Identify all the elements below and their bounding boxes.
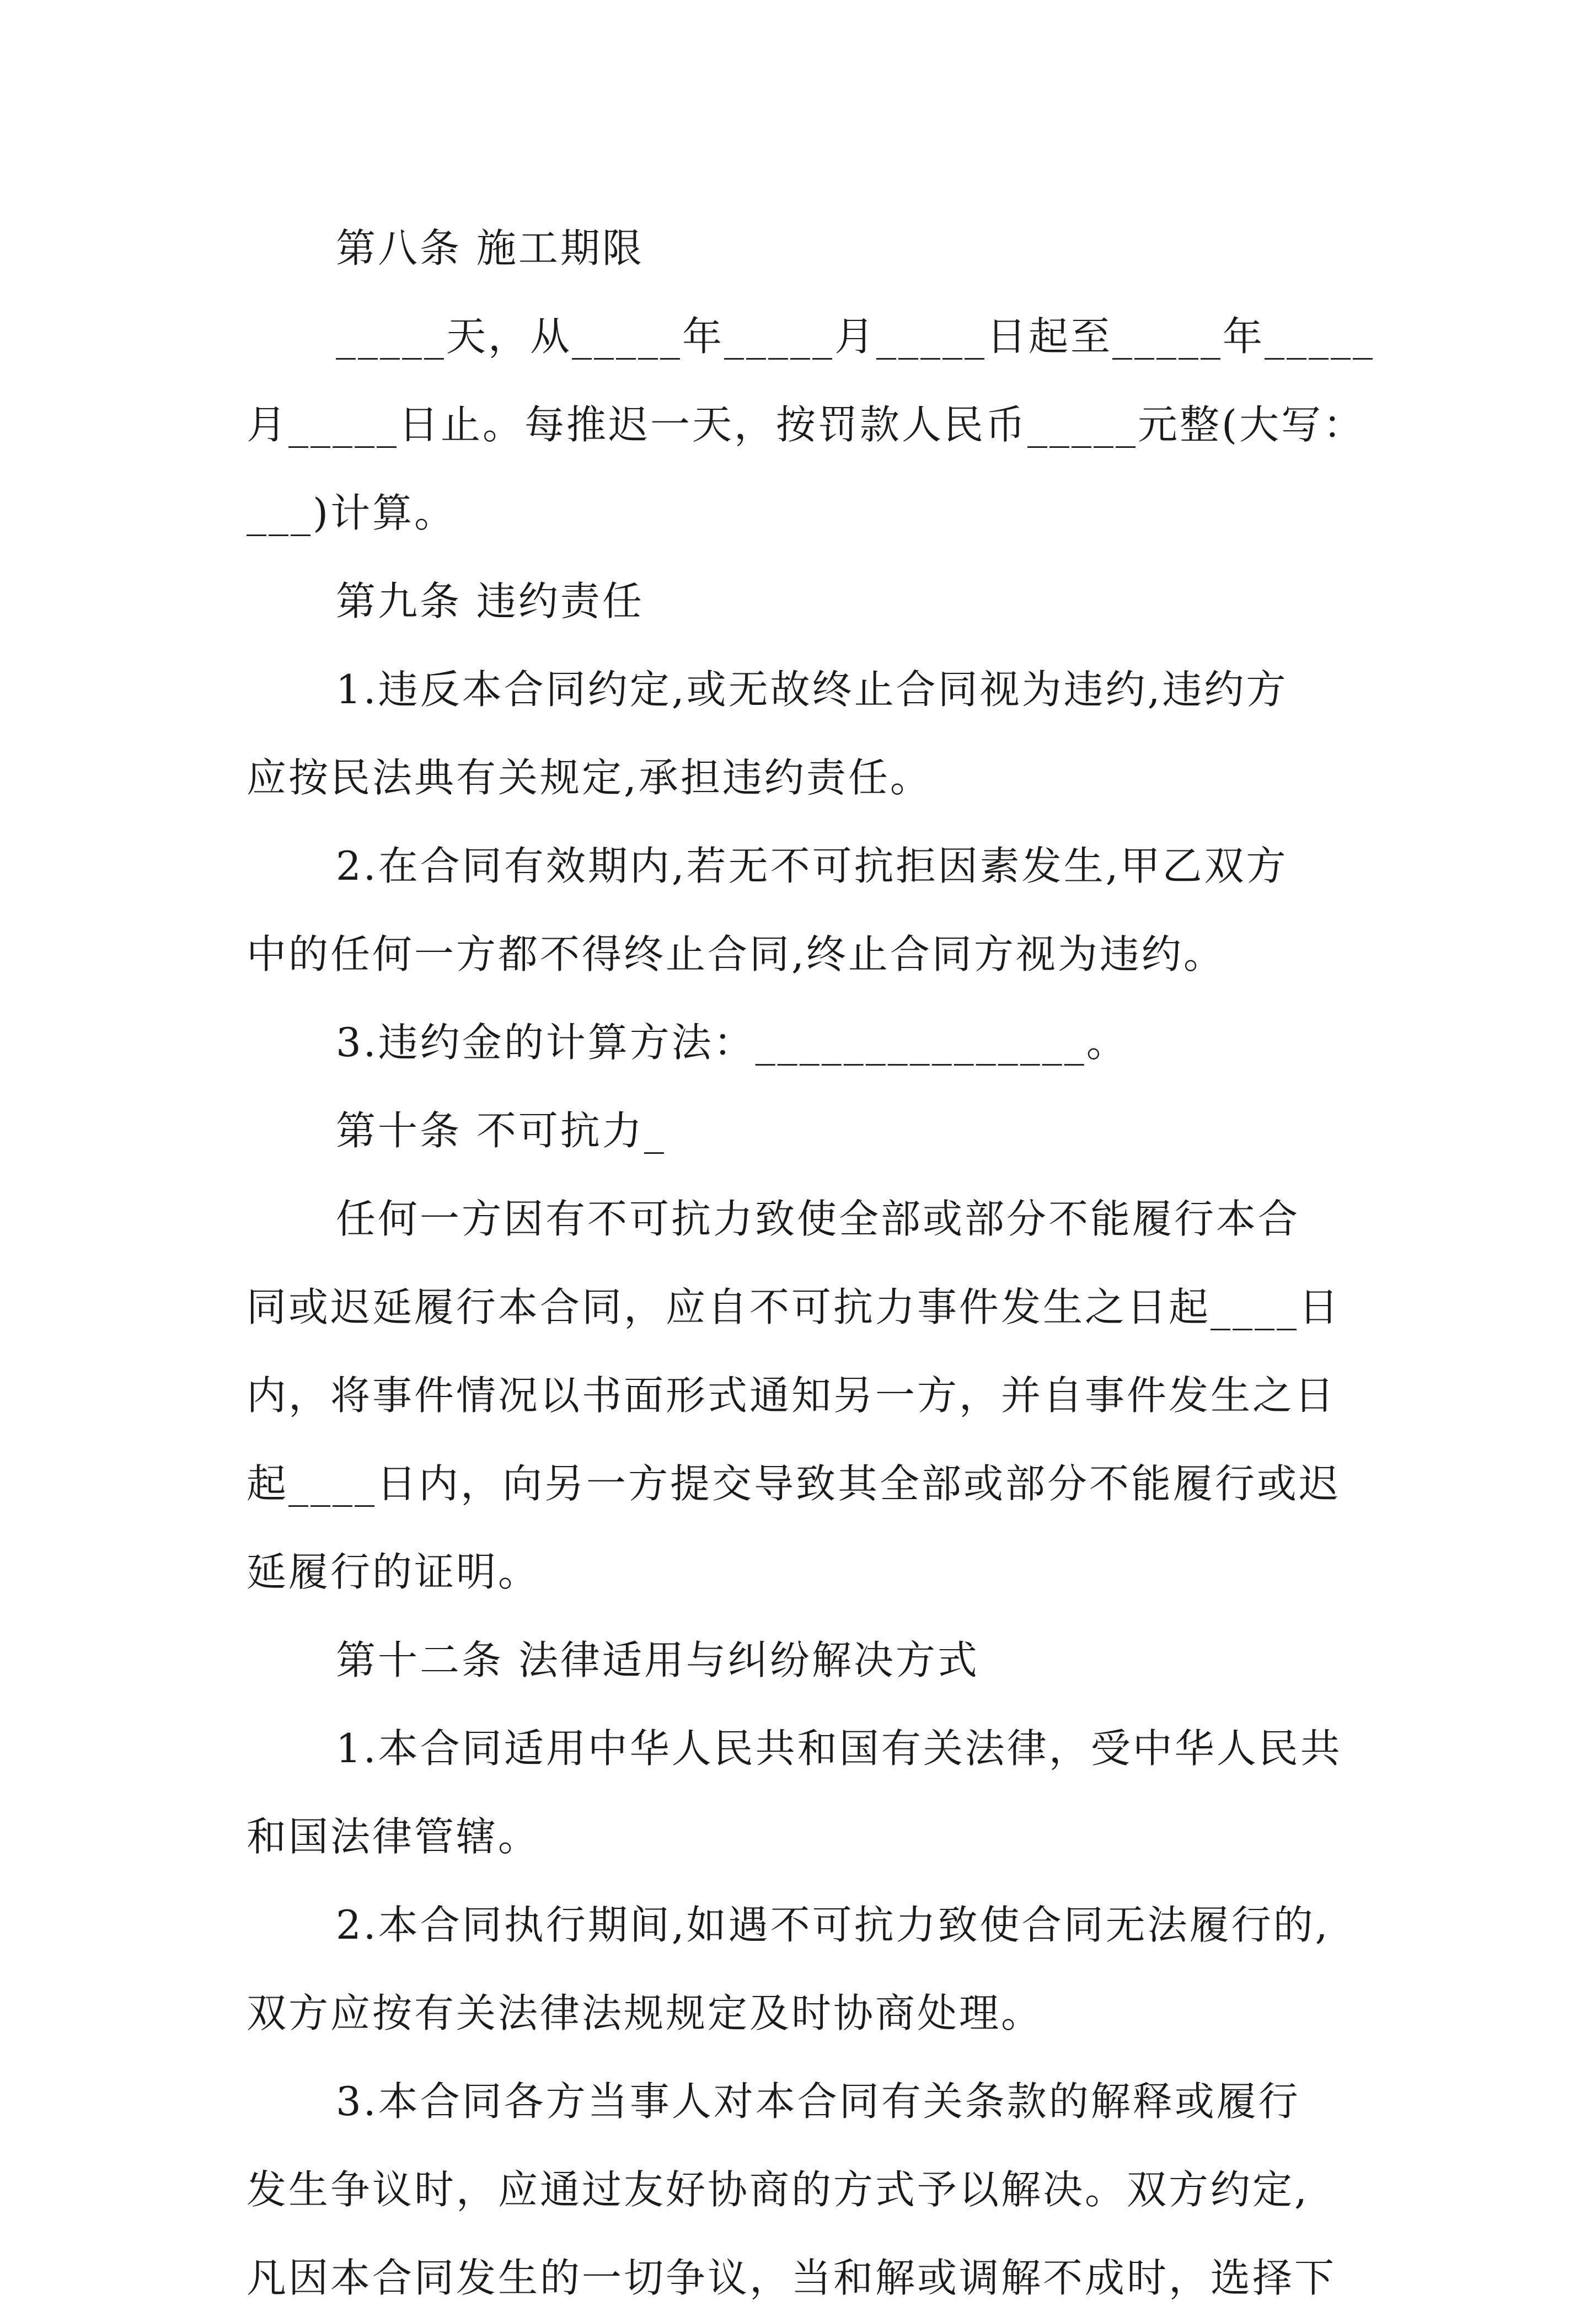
article-12-item-3-line-2: 发生争议时，应通过友好协商的方式予以解决。双方约定, xyxy=(247,2166,1309,2213)
article-12-item-1-line-2: 和国法律管辖。 xyxy=(247,1813,540,1860)
article-9-item-2-line-1: 2.在合同有效期内,若无不可抗拒因素发生,甲乙双方 xyxy=(336,843,1288,889)
article-9-heading: 第九条 违约责任 xyxy=(336,578,644,624)
article-12-item-3-line-3: 凡因本合同发生的一切争议，当和解或调解不成时，选择下 xyxy=(247,2255,1337,2301)
article-8-text-line-1: _____天，从_____年_____月_____日起至_____年_____ xyxy=(336,313,1375,360)
article-8-text-line-3: ___)计算。 xyxy=(247,490,457,536)
article-9-item-1-line-1: 1.违反本合同约定,或无故终止合同视为违约,违约方 xyxy=(336,666,1288,713)
article-9-item-3: 3.违约金的计算方法：_______________。 xyxy=(336,1019,1128,1066)
article-12-item-3-line-1: 3.本合同各方当事人对本合同有关条款的解释或履行 xyxy=(336,2078,1300,2125)
article-10-text-line-1: 任何一方因有不可抗力致使全部或部分不能履行本合 xyxy=(336,1196,1300,1242)
article-8-heading: 第八条 施工期限 xyxy=(336,225,644,271)
article-12-item-2-line-2: 双方应按有关法律法规规定及时协商处理。 xyxy=(247,1990,1043,2036)
article-10-text-line-5: 延履行的证明。 xyxy=(247,1549,540,1595)
article-9-item-1-line-2: 应按民法典有关规定,承担违约责任。 xyxy=(247,755,932,801)
article-8-text-line-2: 月_____日止。每推迟一天，按罚款人民币_____元整(大写： xyxy=(247,402,1365,448)
article-10-heading: 第十条 不可抗力_ xyxy=(336,1108,666,1154)
article-10-text-line-3: 内，将事件情况以书面形式通知另一方，并自事件发生之日 xyxy=(247,1372,1337,1419)
article-9-item-2-line-2: 中的任何一方都不得终止合同,终止合同方视为违约。 xyxy=(247,931,1225,977)
article-12-item-2-line-1: 2.本合同执行期间,如遇不可抗力致使合同无法履行的, xyxy=(336,1902,1330,1948)
article-10-text-line-4: 起____日内，向另一方提交导致其全部或部分不能履行或迟 xyxy=(247,1460,1341,1507)
article-10-text-line-2: 同或迟延履行本合同，应自不可抗力事件发生之日起____日 xyxy=(247,1284,1341,1330)
document-body xyxy=(247,204,1375,2322)
article-12-item-1-line-1: 1.本合同适用中华人民共和国有关法律，受中华人民共 xyxy=(336,1725,1342,1772)
article-12-heading: 第十二条 法律适用与纠纷解决方式 xyxy=(336,1637,979,1683)
